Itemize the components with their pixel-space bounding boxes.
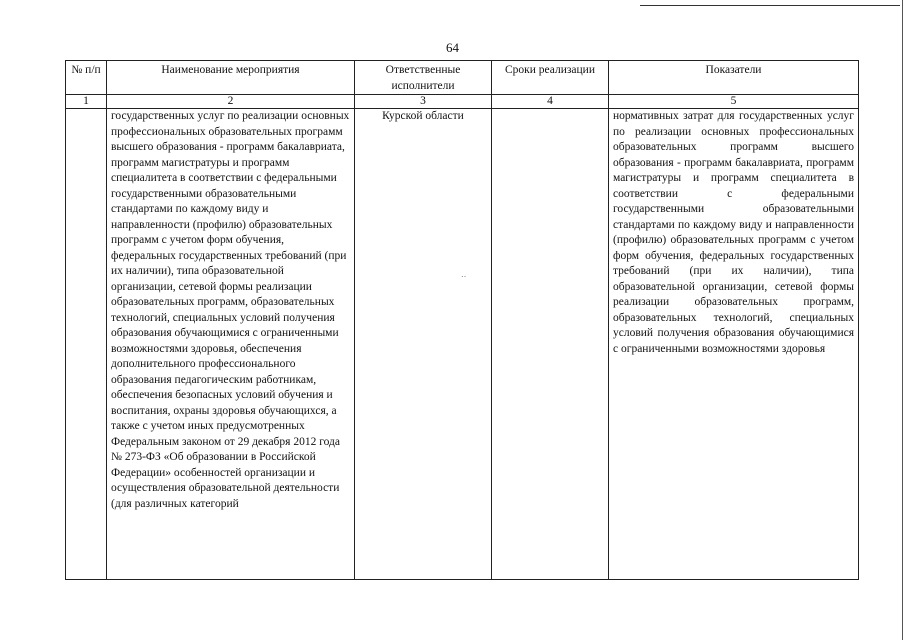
column-number: 4 <box>492 95 609 109</box>
row-num-cell <box>66 109 107 580</box>
indicators-cell: нормативных затрат для государственных услуг по реализации основных профессиональных образовательных программ высшего образования - программ бакалавриата, программ магистратуры и программ специалитета в соответствии с федеральными государственными образовательными стандартами по каждому виду и направленности (профилю) образовательных программ с учетом форм обучения, федеральных государственных требований (при их наличии), типа образовательной организации, сетевой формы реализации образовательных программ, образовательных технологий, специальных условий получения образования обучающимися с ограниченными возможностями здоровья <box>609 109 859 580</box>
table-row <box>66 109 859 580</box>
top-border-line <box>640 5 900 6</box>
column-number: 2 <box>107 95 355 109</box>
executors-cell: Курской области <box>355 109 492 580</box>
column-number: 5 <box>609 95 859 109</box>
column-number-row <box>66 95 859 109</box>
measure-name-cell: государственных услуг по реализации основных профессиональных образовательных программ высшего образования - программ бакалавриата, программ магистратуры и программ специалитета в соответствии с федеральными государственными образовательными стандартами по каждому виду и направленности (профилю) образовательных программ с учетом форм обучения, федеральных государственных требований (при их наличии), типа образовательной организации, сетевой формы реализации образовательных программ, образовательных технологий, специальных условий получения образования обучающимися с ограниченными возможностями здоровья, обеспечения дополнительного профессионального образования педагогическим работникам, обеспечения безопасных условий обучения и воспитания, охраны здоровья обучающихся, а также с учетом иных предусмотренных Федеральным законом от 29 декабря 2012 года № 273-ФЗ «Об образовании в Российской Федерации» особенностей организации и осуществления образовательной деятельности (для различных категорий <box>107 109 355 580</box>
header-name: Наименование мероприятия <box>107 61 355 95</box>
header-indicators: Показатели <box>609 61 859 95</box>
header-terms: Сроки реализации <box>492 61 609 95</box>
header-executors: Ответственные исполнители <box>355 61 492 95</box>
scan-speck: ‥ <box>461 270 467 279</box>
right-border-line <box>902 0 903 640</box>
measures-table <box>65 60 859 580</box>
terms-cell <box>492 109 609 580</box>
table-header-row <box>66 61 859 95</box>
page-number: 64 <box>446 40 459 55</box>
column-number: 1 <box>66 95 107 109</box>
column-number: 3 <box>355 95 492 109</box>
header-num: № п/п <box>66 61 107 95</box>
